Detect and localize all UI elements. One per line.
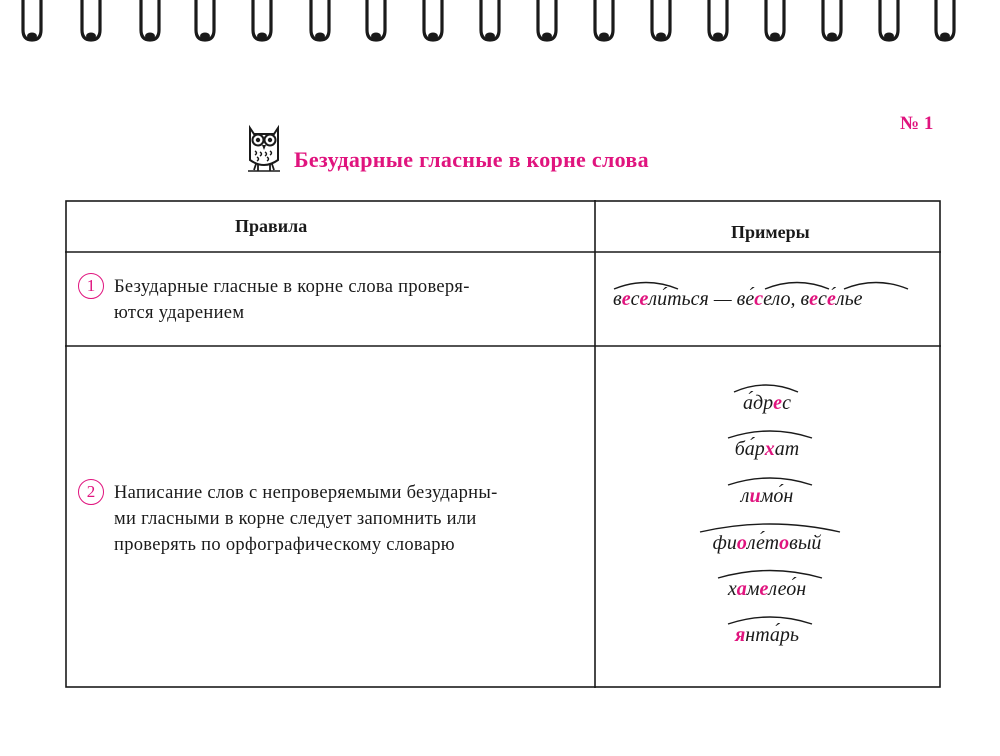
dictionary-word-text: янтарь [734, 624, 800, 646]
rule-number-badge: 1 [78, 273, 104, 299]
rule-line: Написание слов с непроверяемыми безударны- [114, 483, 498, 503]
spiral-ring-icon [420, 0, 446, 44]
spiral-ring-icon [591, 0, 617, 44]
spiral-ring-icon [534, 0, 560, 44]
header-rules: Правила [235, 216, 308, 236]
page-title: Безударные гласные в корне слова [294, 147, 649, 172]
spiral-ring-icon [249, 0, 275, 44]
rule-line: проверять по орфографическому словарю [114, 535, 455, 555]
spiral-ring-icon [932, 0, 958, 44]
spiral-ring-icon [192, 0, 218, 44]
owl-icon [244, 120, 284, 174]
spiral-binding [0, 0, 1000, 52]
dictionary-word-text: бархат [734, 438, 800, 460]
rule-line: ми гласными в корне следует запомнить или [114, 509, 477, 529]
rule-text [114, 480, 589, 558]
spiral-ring-icon [762, 0, 788, 44]
spiral-ring-icon [307, 0, 333, 44]
header-examples: Примеры [731, 222, 810, 242]
dictionary-word-text: лимон [740, 485, 794, 507]
dictionary-word-text: адрес [743, 392, 791, 414]
spiral-ring-icon [78, 0, 104, 44]
spiral-ring-icon [705, 0, 731, 44]
spiral-ring-icon [876, 0, 902, 44]
rule-line: ются ударением [114, 303, 245, 323]
example-phrase: веселиться — весело, веселье [613, 288, 863, 310]
root-arcs [690, 378, 850, 658]
dictionary-word-text: хамелеон [727, 578, 807, 600]
root-arcs [612, 276, 912, 292]
spiral-ring-icon [19, 0, 45, 44]
dictionary-word-text: фиолетовый [712, 532, 822, 554]
spiral-ring-icon [477, 0, 503, 44]
spiral-ring-icon [363, 0, 389, 44]
rule-number-badge: 2 [78, 479, 104, 505]
page-number: № 1 [900, 113, 934, 134]
spiral-ring-icon [819, 0, 845, 44]
spiral-ring-icon [648, 0, 674, 44]
rule-text [114, 274, 589, 326]
spiral-ring-icon [137, 0, 163, 44]
rule-line: Безударные гласные в корне слова проверя- [114, 277, 470, 297]
